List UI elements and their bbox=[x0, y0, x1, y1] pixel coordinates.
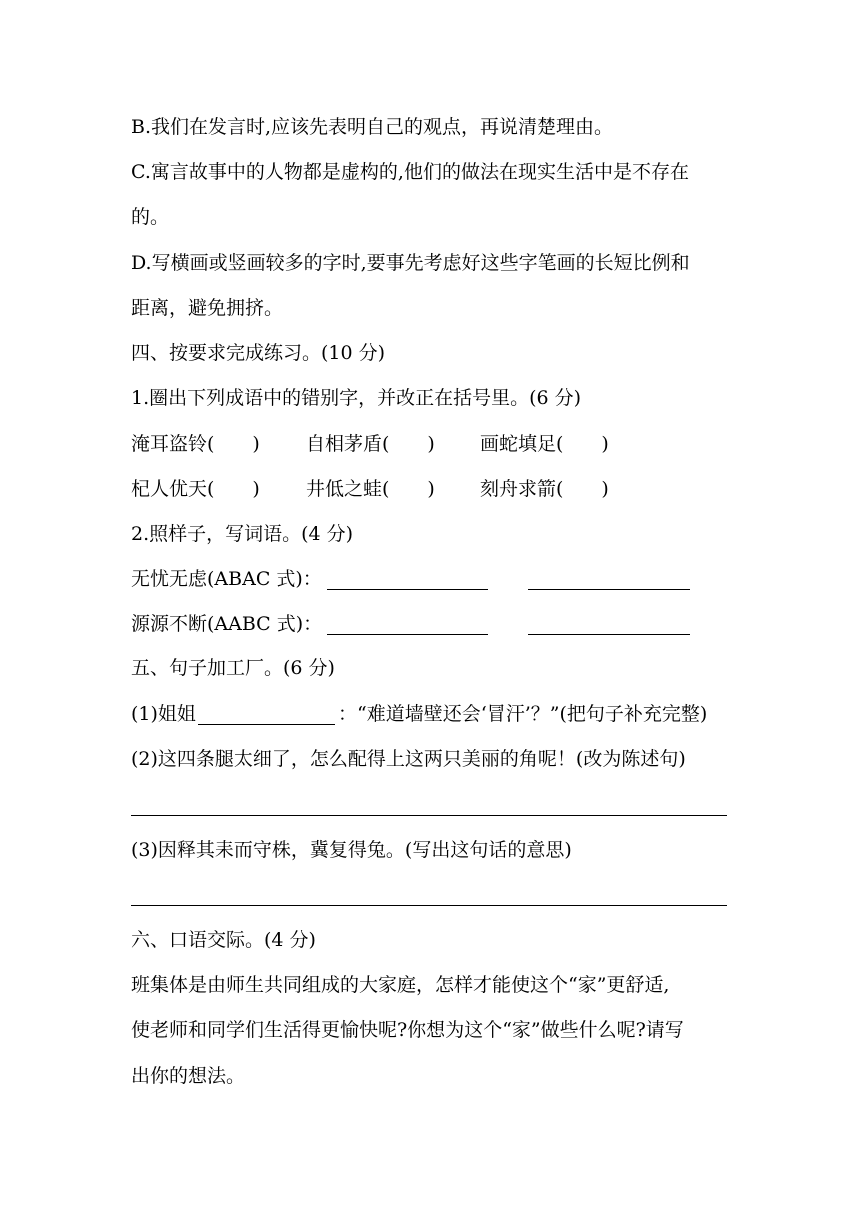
question-5-3-prompt: (3)因释其耒而守株，冀复得兔。(写出这句话的意思) bbox=[131, 839, 572, 861]
idiom-item: 井低之蛙( ) bbox=[306, 478, 435, 500]
question-5-1-suffix: ：“难道墙壁还会‘冒汗’？”(把句子补充完整) bbox=[338, 703, 708, 725]
idiom-item: 刻舟求箭( ) bbox=[480, 478, 609, 500]
section-6-paragraph-line3: 出你的想法。 bbox=[131, 1065, 246, 1087]
aabc-label: 源源不断(AABC 式)： bbox=[131, 613, 323, 635]
idiom-item: 画蛇填足( ) bbox=[480, 433, 609, 455]
section-6-paragraph-line2: 使老师和同学们生活得更愉快呢?你想为这个“家”做些什么呢?请写 bbox=[131, 1019, 684, 1041]
idiom-item: 杞人优天( ) bbox=[131, 478, 260, 500]
abac-label: 无忧无虑(ABAC 式)： bbox=[131, 568, 322, 590]
idiom-item: 淹耳盗铃( ) bbox=[131, 433, 260, 455]
aabc-answer-blank-2[interactable] bbox=[528, 634, 690, 635]
abac-answer-blank-1[interactable] bbox=[327, 589, 488, 590]
option-c-text-line2: 的。 bbox=[131, 206, 170, 228]
section-5-heading: 五、句子加工厂。(6 分) bbox=[131, 657, 335, 679]
question-5-2-prompt: (2)这四条腿太细了，怎么配得上这两只美丽的角呢！(改为陈述句) bbox=[131, 748, 686, 770]
question-5-2-answer-line[interactable] bbox=[131, 815, 727, 816]
option-d-text-line1: D.写横画或竖画较多的字时,要事先考虑好这些字笔画的长短比例和 bbox=[131, 252, 690, 274]
abac-answer-blank-2[interactable] bbox=[528, 589, 690, 590]
idiom-item: 自相茅盾( ) bbox=[306, 433, 435, 455]
section-6-paragraph-line1: 班集体是由师生共同组成的大家庭，怎样才能使这个“家”更舒适, bbox=[131, 974, 670, 996]
question-4-1-prompt: 1.圈出下列成语中的错别字，并改正在括号里。(6 分) bbox=[131, 387, 582, 409]
option-d-text-line2: 距离，避免拥挤。 bbox=[131, 297, 284, 319]
section-6-heading: 六、口语交际。(4 分) bbox=[131, 929, 316, 951]
question-4-2-prompt: 2.照样子，写词语。(4 分) bbox=[131, 523, 354, 545]
question-5-1-answer-blank[interactable] bbox=[198, 724, 335, 725]
question-5-1-prefix: (1)姐姐 bbox=[131, 703, 196, 725]
question-5-3-answer-line[interactable] bbox=[131, 905, 727, 906]
option-b-text: B.我们在发言时,应该先表明自己的观点，再说清楚理由。 bbox=[131, 116, 614, 138]
section-4-heading: 四、按要求完成练习。(10 分) bbox=[131, 342, 386, 364]
aabc-answer-blank-1[interactable] bbox=[327, 634, 488, 635]
option-c-text-line1: C.寓言故事中的人物都是虚构的,他们的做法在现实生活中是不存在 bbox=[131, 161, 689, 183]
